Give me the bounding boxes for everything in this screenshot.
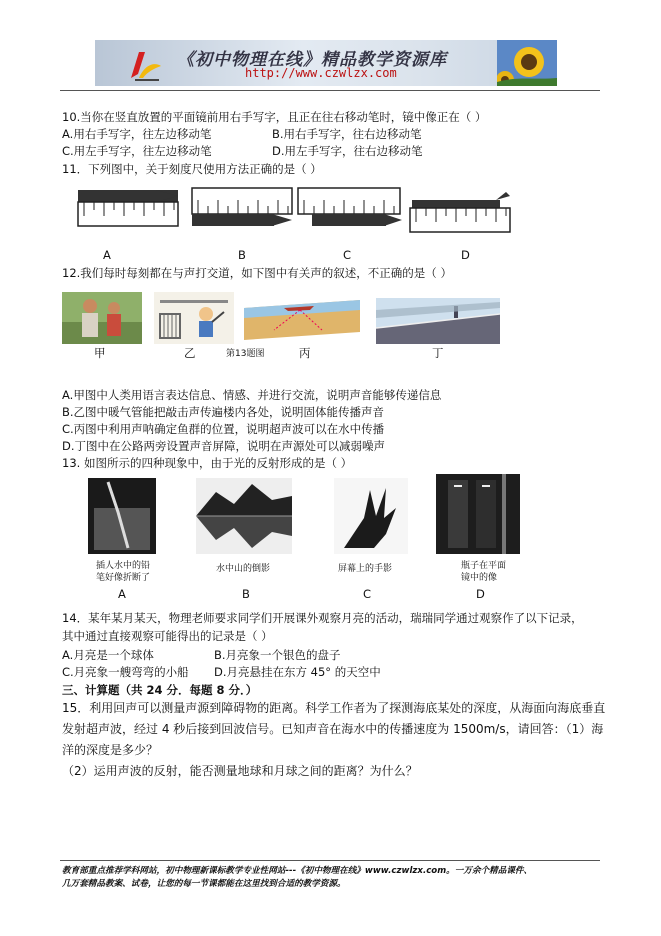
q13-label-c: C <box>363 587 372 601</box>
q13-caption-d-line2: 镜中的像 <box>461 573 498 583</box>
q10-option-a: A.用右手写字，往左边移动笔 <box>62 127 212 141</box>
q12-figure-caption: 第13题图 <box>226 349 265 359</box>
q13-stem: 13. 如图所示的四种现象中，由于光的反射形成的是（ ） <box>62 456 353 470</box>
section3-heading: 三、计算题（共 24 分．每题 8 分．） <box>62 683 258 697</box>
footer-rule <box>60 860 600 861</box>
q12-photo-yi <box>154 292 234 344</box>
q12-photo-bing <box>244 296 360 340</box>
q12-option-d: D.丁图中在公路两旁设置声音屏障，说明在声源处可以减弱噪声 <box>62 439 386 453</box>
q13-caption-c: 屏幕上的手影 <box>338 564 393 574</box>
q13-photo-c <box>334 478 408 554</box>
q12-photo-ding <box>376 298 500 344</box>
q12-label-yi: 乙 <box>184 346 196 360</box>
footer-line2: 几万套精品教案、试卷，让您的每一节课都能在这里找到合适的教学资源。 <box>62 879 346 889</box>
q11-label-c: C <box>343 248 352 262</box>
q10-option-b: B.用右手写字，往右边移动笔 <box>272 127 422 141</box>
q11-figure-b <box>186 184 296 230</box>
q10-option-c: C.用左手写字，往左边移动笔 <box>62 144 212 158</box>
q13-label-d: D <box>476 587 485 601</box>
q14-stem-line1: 14．某年某月某天，物理老师要求同学们开展课外观察月亮的活动，瑞瑞同学通过观察作了以下记录， <box>62 611 583 625</box>
q15-line3: 洋的深度是多少？ <box>62 743 159 757</box>
q13-photo-b <box>196 478 292 554</box>
q10-stem: 10.当你在竖直放置的平面镜前用右手写字，且正在往右移动笔时，镜中像正在（ ） <box>62 110 487 124</box>
q13-caption-b: 水中山的倒影 <box>216 564 271 574</box>
q12-label-bing: 丙 <box>299 346 311 360</box>
sunflower-icon <box>497 40 557 86</box>
footer-line1: 教育部重点推荐学科网站，初中物理新课标教学专业性网站---《初中物理在线》www.czwlzx.com。一万余个精品课件、 <box>62 866 533 876</box>
q13-photo-d <box>436 474 520 554</box>
q15-line1: 15．利用回声可以测量声源到障碍物的距离。科学工作者为了探测海底某处的深度，从海面向海底垂直 <box>62 701 606 715</box>
q13-caption-a-line2: 笔好像折断了 <box>96 573 151 583</box>
header-banner <box>95 40 557 86</box>
q11-figure-a <box>74 186 184 230</box>
q12-label-ding: 丁 <box>432 346 444 360</box>
q14-option-d: D.月亮悬挂在东方 45° 的天空中 <box>214 665 381 679</box>
q11-label-a: A <box>103 248 111 262</box>
q12-option-b: B.乙图中暖气管能把敲击声传遍楼内各处，说明固体能传播声音 <box>62 405 385 419</box>
q11-label-b: B <box>238 248 246 262</box>
q11-figure-c <box>294 184 404 230</box>
q12-stem: 12.我们每时每刻都在与声打交道，如下图中有关声的叙述，不正确的是（ ） <box>62 266 452 280</box>
q12-photo-jia <box>62 292 142 344</box>
q14-option-a: A.月亮是一个球体 <box>62 648 154 662</box>
q13-caption-a-line1: 插人水中的铅 <box>96 561 151 571</box>
header-title: 《初中物理在线》精品教学资源库 <box>177 50 447 70</box>
q13-label-b: B <box>242 587 250 601</box>
header-rule <box>60 90 600 91</box>
q15-line2: 发射超声波，经过 4 秒后接到回波信号。已知声音在海水中的传播速度为 1500m/s，请回答：（1）海 <box>62 722 604 736</box>
site-logo <box>125 44 165 84</box>
q11-stem: 11．下列图中，关于刻度尺使用方法正确的是（ ） <box>62 162 322 176</box>
q13-caption-d-line1: 瓶子在平面 <box>461 561 507 571</box>
q12-option-c: C.丙图中利用声呐确定鱼群的位置，说明超声波可以在水中传播 <box>62 422 385 436</box>
q11-figure-d <box>406 186 516 236</box>
q14-stem-line2: 其中通过直接观察可能得出的记录是（ ） <box>62 629 273 643</box>
q14-option-c: C.月亮象一艘弯弯的小船 <box>62 665 189 679</box>
q10-option-d: D.用左手写字，往右边移动笔 <box>272 144 423 158</box>
q12-option-a: A.甲图中人类用语言表达信息、情感、并进行交流，说明声音能够传递信息 <box>62 388 442 402</box>
q14-option-b: B.月亮象一个银色的盘子 <box>214 648 341 662</box>
q13-photo-a <box>88 478 156 554</box>
q11-label-d: D <box>461 248 470 262</box>
header-url: http://www.czwlzx.com <box>245 66 397 80</box>
q12-label-jia: 甲 <box>94 346 106 360</box>
q15-line4: （2）运用声波的反射，能否测量地球和月球之间的距离？为什么？ <box>62 764 418 778</box>
q13-label-a: A <box>118 587 126 601</box>
